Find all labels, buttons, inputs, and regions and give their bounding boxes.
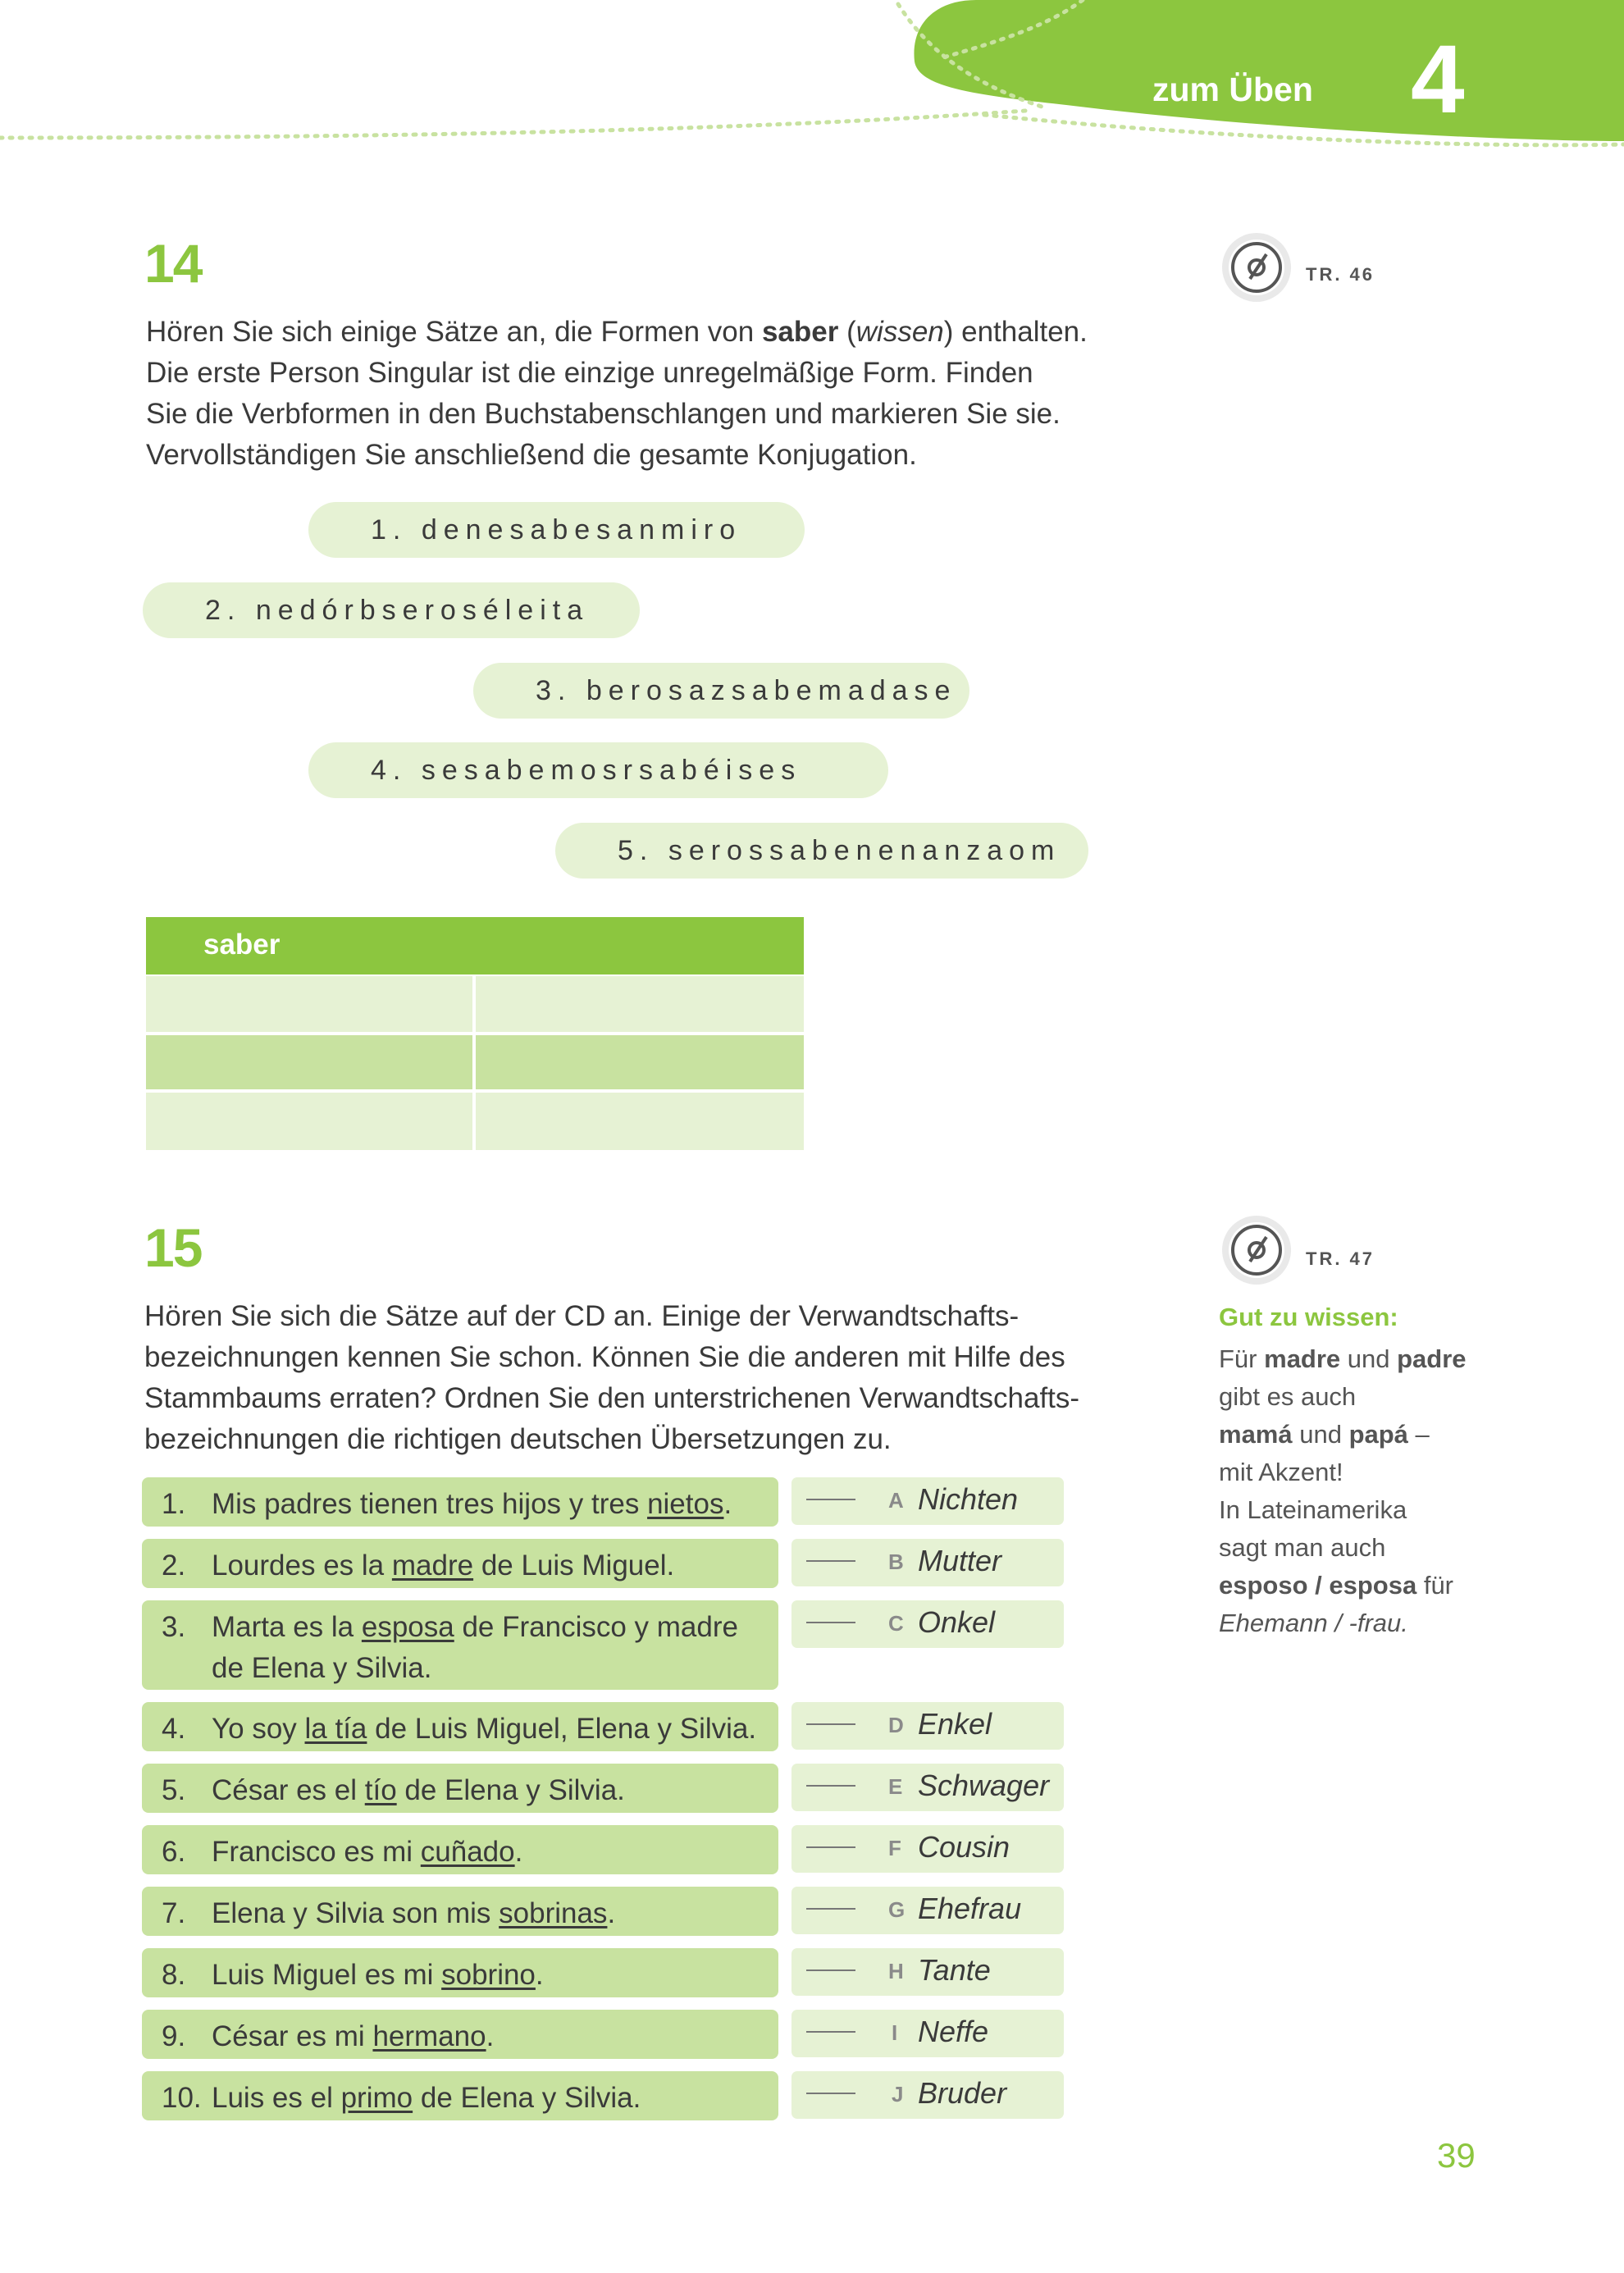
- sentence-row: 10. Luis es el primo de Elena y Silvia.: [142, 2071, 778, 2120]
- answer-blank[interactable]: [806, 2031, 855, 2033]
- answer-option[interactable]: H Tante: [791, 1948, 1064, 1996]
- page-number: 39: [1437, 2136, 1476, 2175]
- answer-option[interactable]: C Onkel: [791, 1600, 1064, 1648]
- conjugation-table-header: saber: [146, 917, 804, 974]
- answer-blank[interactable]: [806, 1846, 855, 1848]
- conjugation-cell-pronoun[interactable]: [146, 1093, 472, 1150]
- instruction-line: Stammbaums erraten? Ordnen Sie den unterstrichenen Verwandtschafts-: [144, 1382, 1080, 1414]
- answer-blank[interactable]: [806, 1622, 855, 1623]
- answer-blank[interactable]: [806, 1969, 855, 1971]
- answer-option[interactable]: D Enkel: [791, 1702, 1064, 1750]
- conjugation-cell-pronoun[interactable]: [146, 1035, 472, 1089]
- chapter-tab-label: zum Üben: [1152, 71, 1313, 108]
- sentence-row: 4. Yo soy la tía de Luis Miguel, Elena y Silvia.: [142, 1702, 778, 1751]
- instruction-line: Hören Sie sich die Sätze auf der CD an. Einige der Verwandtschafts-: [144, 1300, 1020, 1332]
- instruction-line: bezeichnungen die richtigen deutschen Übersetzungen zu.: [144, 1423, 892, 1455]
- letter-snake[interactable]: 2. nedórbseroséleita: [143, 582, 640, 638]
- instruction-line: Sie die Verbformen in den Buchstabenschlangen und markieren Sie sie.: [146, 398, 1061, 430]
- answer-option[interactable]: F Cousin: [791, 1825, 1064, 1873]
- sentence-row: 9. César es mi hermano.: [142, 2010, 778, 2059]
- answer-option[interactable]: G Ehefrau: [791, 1887, 1064, 1934]
- conjugation-cell-form[interactable]: [476, 1035, 804, 1089]
- answer-blank[interactable]: [806, 1723, 855, 1725]
- instruction-line: Die erste Person Singular ist die einzige unregelmäßige Form. Finden: [146, 357, 1033, 389]
- chapter-number: 4: [1411, 25, 1465, 134]
- exercise-15-instructions: [144, 1296, 1079, 1460]
- note-title: Gut zu wissen:: [1219, 1303, 1398, 1331]
- instruction-line: Vervollständigen Sie anschließend die gesamte Konjugation.: [146, 439, 917, 471]
- exercise-14-instructions: [146, 312, 1088, 476]
- sentence-row: 1. Mis padres tienen tres hijos y tres nietos.: [142, 1477, 778, 1527]
- letter-snake[interactable]: 1. denesabesanmiro: [308, 502, 805, 558]
- track-label: TR. 46: [1306, 264, 1375, 285]
- cd-track-icon: [1219, 230, 1294, 305]
- conjugation-cell-pronoun[interactable]: [146, 976, 472, 1032]
- cd-track-icon: [1219, 1212, 1294, 1288]
- exercise-15-number: 15: [144, 1217, 202, 1278]
- sentence-row: 7. Elena y Silvia son mis sobrinas.: [142, 1887, 778, 1936]
- sentence-row: 3. Marta es la esposa de Francisco y madre de Elena y Silvia.: [142, 1600, 778, 1690]
- answer-blank[interactable]: [806, 1785, 855, 1787]
- letter-snake[interactable]: 4. sesabemosrsabéises: [308, 742, 888, 798]
- conjugation-cell-form[interactable]: [476, 1093, 804, 1150]
- answer-option[interactable]: B Mutter: [791, 1539, 1064, 1586]
- sentence-row: 2. Lourdes es la madre de Luis Miguel.: [142, 1539, 778, 1588]
- header-decoration: [0, 0, 1624, 164]
- answer-blank[interactable]: [806, 1560, 855, 1562]
- answer-option[interactable]: E Schwager: [791, 1764, 1064, 1811]
- sentence-row: 5. César es el tío de Elena y Silvia.: [142, 1764, 778, 1813]
- sentence-row: 6. Francisco es mi cuñado.: [142, 1825, 778, 1874]
- track-label: TR. 47: [1306, 1248, 1375, 1269]
- instruction-line: bezeichnungen kennen Sie schon. Können Sie die anderen mit Hilfe des: [144, 1341, 1065, 1373]
- conjugation-cell-form[interactable]: [476, 976, 804, 1032]
- answer-blank[interactable]: [806, 1908, 855, 1910]
- note-text: Für madre und padre gibt es auch mamá und papá – mit Akzent! In Lateinamerika sagt man auch esposo / esposa für Ehemann / -frau.: [1219, 1344, 1467, 1637]
- exercise-14-number: 14: [144, 233, 202, 294]
- answer-option[interactable]: I Neffe: [791, 2010, 1064, 2057]
- letter-snake[interactable]: 5. serossabenenanzaom: [555, 823, 1088, 879]
- answer-blank[interactable]: [806, 2093, 855, 2094]
- answer-blank[interactable]: [806, 1499, 855, 1500]
- instruction-line: Hören Sie sich einige Sätze an, die Formen von saber (wissen) enthalten.: [146, 316, 1088, 348]
- sentence-row: 8. Luis Miguel es mi sobrino.: [142, 1948, 778, 1997]
- answer-option[interactable]: A Nichten: [791, 1477, 1064, 1525]
- letter-snake[interactable]: 3. berosazsabemadase: [473, 663, 969, 719]
- answer-option[interactable]: J Bruder: [791, 2071, 1064, 2119]
